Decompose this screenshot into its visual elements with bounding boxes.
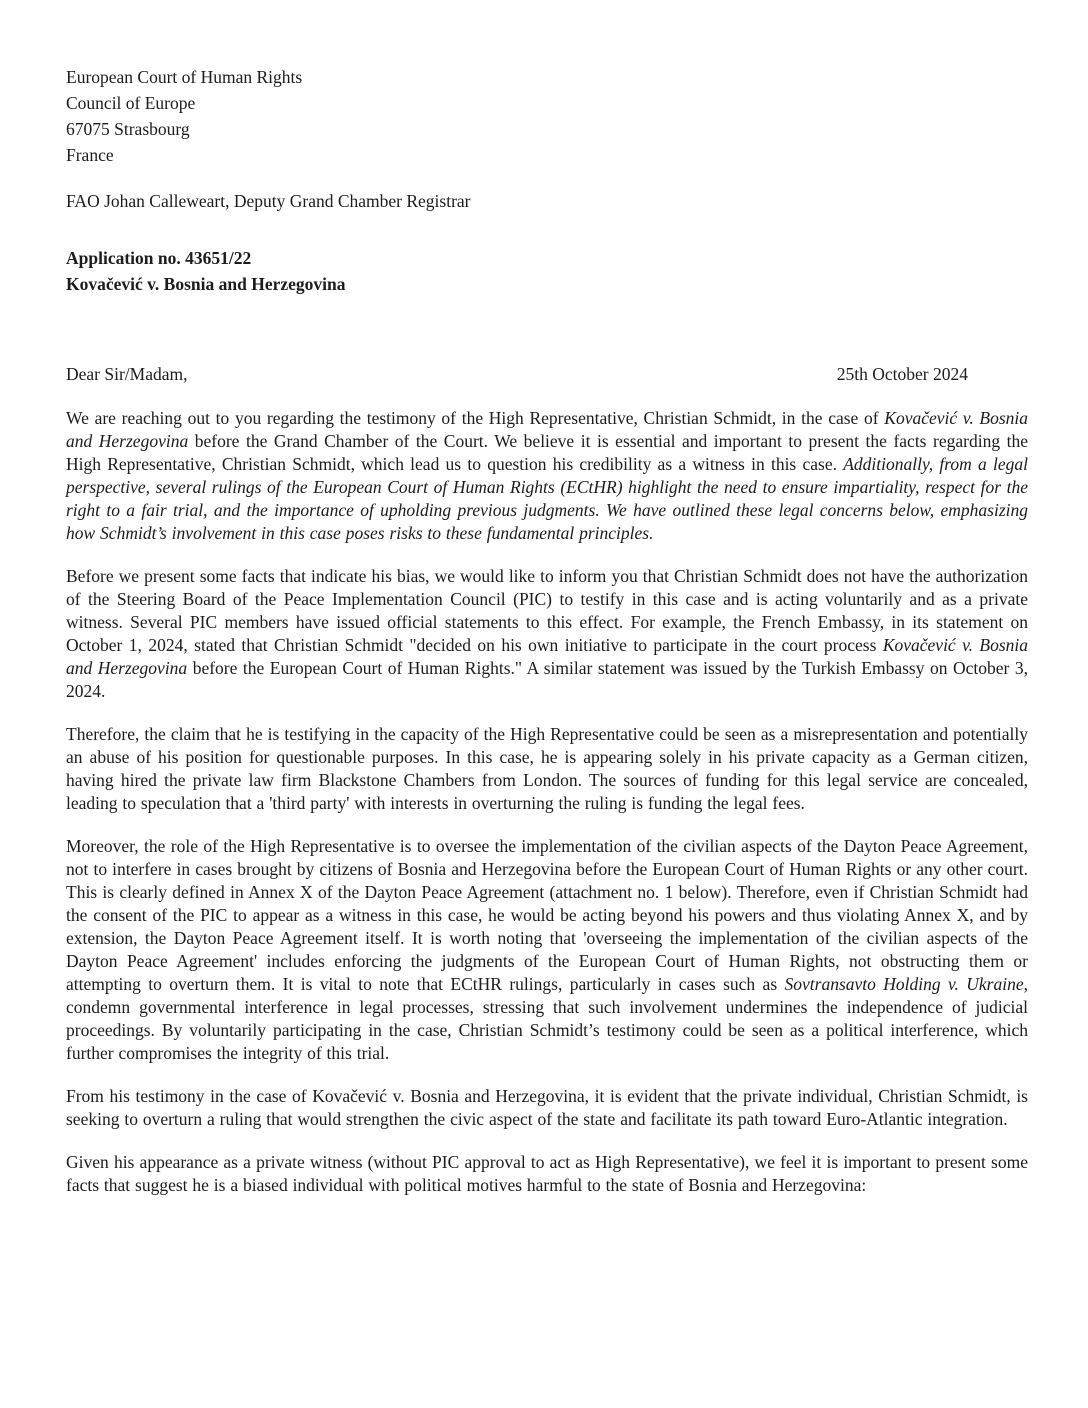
text-run: Before we present some facts that indicate his bias, we would like to inform you that Christian Schmidt does not have the authorization of the Steering Board of the Peace Implementation Council (PIC) to testify in this case and is acting voluntarily and as a private witness. Several PIC members have issued official statements to this effect. For example, the French Embassy, in its statement on October 1, 2024, stated that Christian Schmidt "decided on his own initiative to participate in the court process [66,566,1028,655]
address-line-country: France [66,145,114,165]
case-name: Kovačević v. Bosnia and Herzegovina [66,274,346,294]
paragraph [66,565,1028,703]
italic-text-run: Sovtransavto Holding v. Ukraine [784,974,1024,994]
address-line-council: Council of Europe [66,93,196,113]
text-run: Given his appearance as a private witness (without PIC approval to act as High Representative), we feel it is important to present some facts that suggest he is a biased individual with political motives harmful to the state of Bosnia and Herzegovina: [66,1152,1028,1195]
text-run: From his testimony in the case of Kovačević v. Bosnia and Herzegovina, it is evident that the private individual, Christian Schmidt, is seeking to overturn a ruling that would strengthen the civic aspect of the state and facilitate its path toward Euro-Atlantic integration. [66,1086,1028,1129]
italic-text-run: Kovačević v. Bosnia and Herzegovina [66,408,1029,451]
paragraph [66,407,1028,545]
letter-body [66,407,1028,1197]
paragraph [66,723,1028,815]
recipient-address [66,64,1028,168]
paragraph [66,835,1028,1065]
address-line-city: 67075 Strasbourg [66,119,190,139]
text-run: before the European Court of Human Rights." A similar statement was issued by the Turkish Embassy on October 3, 2024. [66,658,1028,701]
address-line-court: European Court of Human Rights [66,67,303,87]
salutation: Dear Sir/Madam, [66,364,188,384]
letter-date: 25th October 2024 [836,364,968,384]
text-run: We are reaching out to you regarding the testimony of the High Representative, Christian Schmidt, in the case of [66,408,885,428]
salutation-row [66,361,1028,387]
paragraph [66,1085,1028,1131]
italic-text-run: Kovačević v. Bosnia and Herzegovina [66,635,1029,678]
text-run: Therefore, the claim that he is testifying in the capacity of the High Representative could be seen as a misrepresentation and potentially an abuse of his position for questionable purposes. In this case, he is appearing solely in his private capacity as a German citizen, having hired the private law firm Blackstone Chambers from London. The sources of funding for this legal service are concealed, leading to speculation that a 'third party' with interests in overturning the ruling is funding the legal fees. [66,724,1028,813]
text-run: Moreover, the role of the High Representative is to oversee the implementation of the civilian aspects of the Dayton Peace Agreement, not to interfere in cases brought by citizens of Bosnia and Herzegovina before the European Court of Human Rights or any other court. This is clearly defined in Annex X of the Dayton Peace Agreement (attachment no. 1 below). Therefore, even if Christian Schmidt had the consent of the PIC to appear as a witness in this case, he would be acting beyond his powers and thus violating Annex X, and by extension, the Dayton Peace Agreement itself. It is worth noting that 'overseeing the implementation of the civilian aspects of the Dayton Peace Agreement' includes enforcing the judgments of the European Court of Human Rights, not obstructing them or attempting to overturn them. It is vital to note that ECtHR rulings, particularly in cases such as [66,836,1028,994]
case-reference [66,245,1028,297]
application-number: Application no. 43651/22 [66,248,252,268]
paragraph [66,1151,1028,1197]
text-run: , condemn governmental interference in legal processes, stressing that such involvement undermines the independence of judicial proceedings. By voluntarily participating in the case, Christian Schmidt’s testimony could be seen as a political interference, which further compromises the integrity of this trial. [66,974,1028,1063]
attention-line: FAO Johan Calleweart, Deputy Grand Chamber Registrar [66,191,471,211]
text-run: before the Grand Chamber of the Court. We believe it is essential and important to present the facts regarding the High Representative, Christian Schmidt, which lead us to question his credibility as a witness in this case. [66,431,1028,474]
italic-text-run: Additionally, from a legal perspective, several rulings of the European Court of Human Rights (ECtHR) highlight the need to ensure impartiality, respect for the right to a fair trial, and the importance of upholding previous judgments. We have outlined these legal concerns below, emphasizing how Schmidt’s involvement in this case poses risks to these fundamental principles. [66,454,1028,543]
